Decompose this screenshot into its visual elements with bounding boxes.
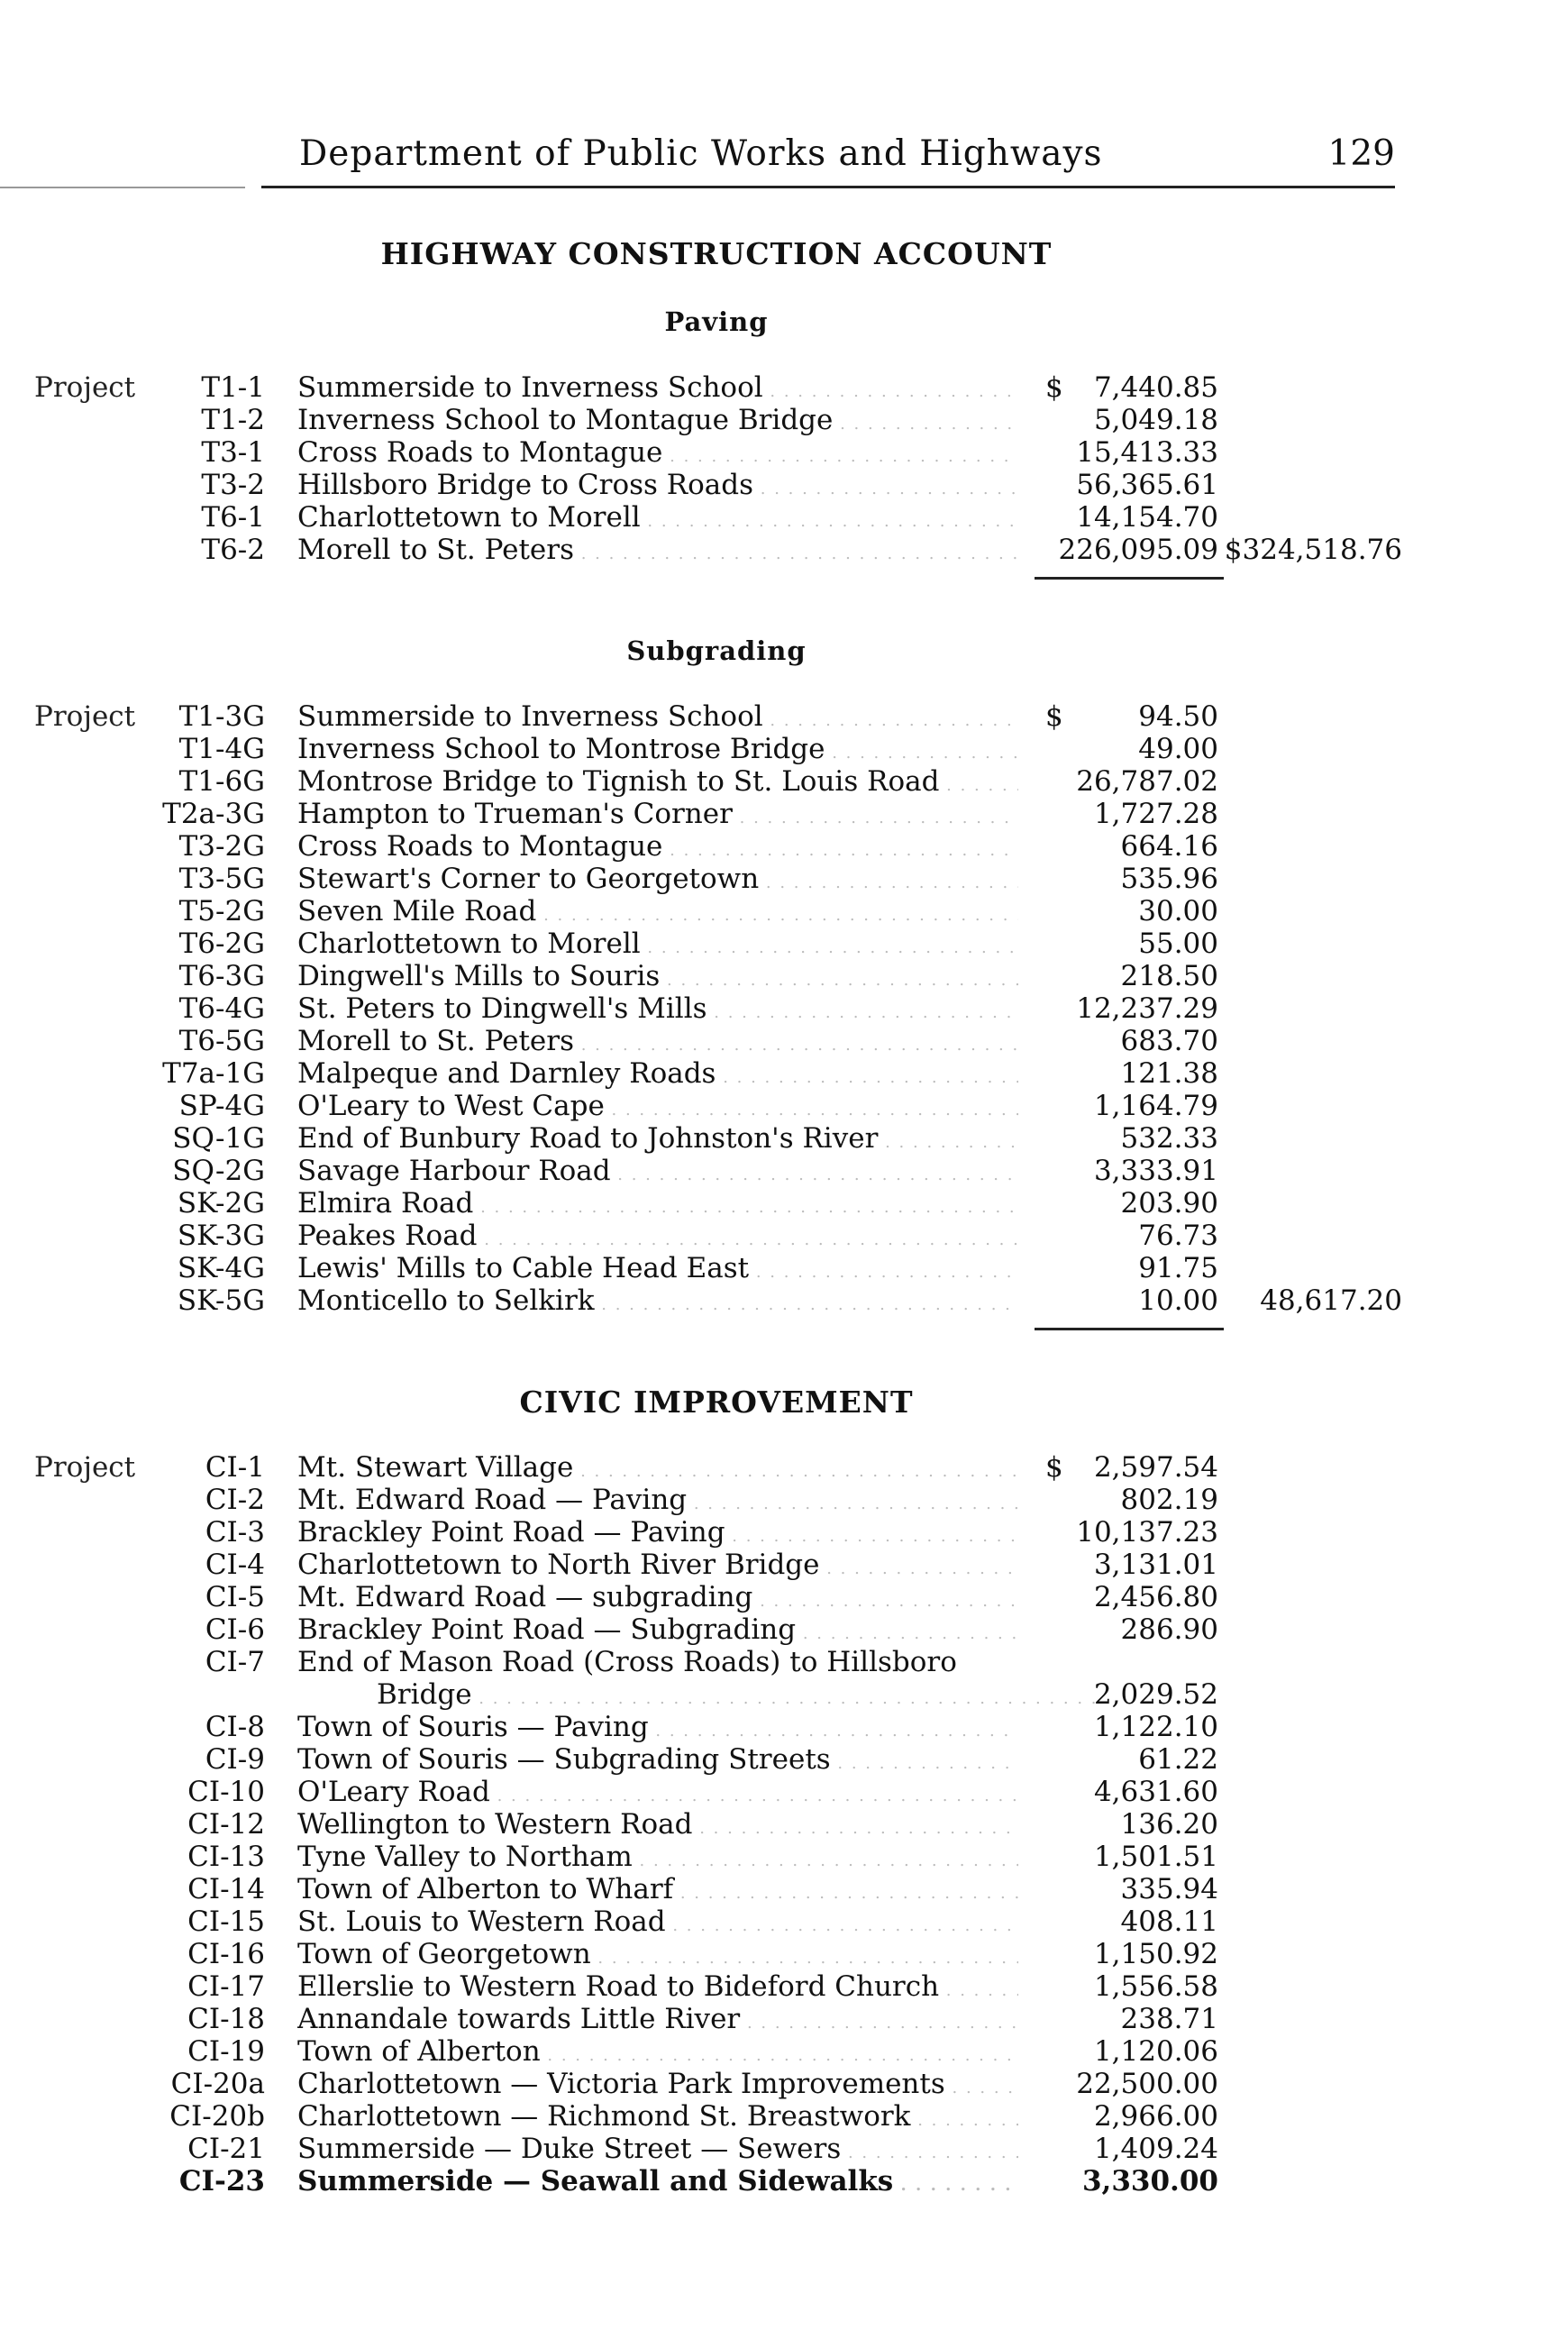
ledger-row [0, 404, 1568, 436]
project-description: Town of Alberton . . . [297, 2035, 1018, 2072]
amount: 532.33 [1120, 1122, 1218, 1155]
amount: 535.96 [1120, 863, 1218, 895]
project-code: T6-1 [201, 501, 265, 534]
amount: 4,631.60 [1093, 1776, 1218, 1808]
running-head-title: Department of Public Works and Highways [299, 133, 1103, 174]
ledger-row [0, 1155, 1568, 1187]
section-heading-paving: Paving [664, 306, 769, 337]
amount: 12,237.29 [1076, 992, 1218, 1025]
ledger-row [0, 2035, 1568, 2068]
project-description: Town of Souris — Paving . . . [297, 1711, 1018, 1748]
amount: 286.90 [1120, 1613, 1218, 1646]
ledger-row [0, 830, 1568, 863]
project-description: Mt. Edward Road — subgrading . . . [297, 1581, 1018, 1618]
amount: 683.70 [1120, 1025, 1218, 1057]
ledger-row [0, 436, 1568, 469]
ledger-row [0, 1776, 1568, 1808]
project-description: Wellington to Western Road . . . [297, 1808, 1018, 1845]
project-code: CI-1 [205, 1451, 265, 1484]
ledger-row [0, 1516, 1568, 1549]
amount: 26,787.02 [1076, 765, 1218, 798]
ledger-row [0, 534, 1568, 566]
amount: 3,330.00 [1081, 2165, 1218, 2198]
ledger-row [0, 1808, 1568, 1841]
ledger-row [0, 1938, 1568, 1970]
project-description: St. Peters to Dingwell's Mills . . . [297, 992, 1018, 1029]
amount: 10,137.23 [1076, 1516, 1218, 1549]
project-description: Lewis' Mills to Cable Head East . . . [297, 1252, 1018, 1289]
ledger-row [0, 2165, 1568, 2198]
subtotal-rule [1035, 1328, 1224, 1330]
amount: 1,150.92 [1093, 1938, 1218, 1970]
amount: 226,095.09 [1058, 534, 1218, 566]
project-code: T7a-1G [162, 1057, 265, 1090]
project-code: SK-3G [177, 1220, 265, 1252]
amount: 76.73 [1138, 1220, 1218, 1252]
ledger-row [0, 1743, 1568, 1776]
project-code: CI-19 [187, 2035, 265, 2068]
ledger-row [0, 2003, 1568, 2035]
currency-sign: $ [1045, 1451, 1063, 1484]
amount: 2,456.80 [1093, 1581, 1218, 1613]
project-description: St. Louis to Western Road . . . [297, 1905, 1018, 1942]
amount: 55.00 [1138, 927, 1218, 960]
project-code: T3-1 [201, 436, 265, 469]
project-description: Charlottetown to Morell . . . [297, 927, 1018, 964]
ledger-row [0, 1613, 1568, 1646]
header-rule-right [261, 186, 1395, 188]
amount: 2,597.54 [1093, 1451, 1218, 1484]
project-code: CI-20a [170, 2068, 265, 2100]
project-code: SK-5G [177, 1284, 265, 1317]
project-description: Charlottetown to Morell . . . [297, 501, 1018, 538]
project-code: CI-10 [187, 1776, 265, 1808]
ledger-row [0, 1252, 1568, 1284]
project-code: T6-2 [201, 534, 265, 566]
amount: 218.50 [1120, 960, 1218, 992]
section-total: $324,518.76 [1224, 534, 1402, 566]
ledger-row-continuation [0, 1678, 1568, 1711]
ledger-row [0, 1284, 1568, 1317]
amount: 10.00 [1138, 1284, 1218, 1317]
project-description: Inverness School to Montrose Bridge . . . [297, 733, 1018, 770]
ledger-row [0, 798, 1568, 830]
project-code: T6-4G [178, 992, 265, 1025]
amount: 3,333.91 [1093, 1155, 1218, 1187]
project-description: End of Bunbury Road to Johnston's River . . . [297, 1122, 1018, 1159]
amount: 1,120.06 [1093, 2035, 1218, 2068]
project-label: Project [34, 700, 136, 733]
running-head [0, 133, 1568, 184]
project-code: CI-2 [205, 1484, 265, 1516]
ledger-row [0, 960, 1568, 992]
project-description: Elmira Road . . . [297, 1187, 1018, 1224]
project-description: Summerside to Inverness School . . . [297, 700, 1018, 737]
project-code: CI-6 [205, 1613, 265, 1646]
project-code: SK-2G [177, 1187, 265, 1220]
project-description: Brackley Point Road — Subgrading . . . [297, 1613, 1018, 1650]
project-description: Town of Souris — Subgrading Streets . . . [297, 1743, 1018, 1780]
ledger-row [0, 371, 1568, 404]
ledger-row [0, 992, 1568, 1025]
project-code: CI-23 [178, 2165, 265, 2198]
amount: 1,727.28 [1093, 798, 1218, 830]
subtotal-rule [1035, 577, 1224, 580]
ledger-row [0, 1581, 1568, 1613]
amount: 3,131.01 [1093, 1549, 1218, 1581]
project-description: Hillsboro Bridge to Cross Roads . . . [297, 469, 1018, 506]
amount: 7,440.85 [1093, 371, 1218, 404]
amount: 56,365.61 [1076, 469, 1218, 501]
project-code: T1-6G [178, 765, 265, 798]
ledger-row [0, 1970, 1568, 2003]
amount: 94.50 [1138, 700, 1218, 733]
project-code: CI-21 [187, 2133, 265, 2165]
project-code: T3-2 [201, 469, 265, 501]
ledger-row [0, 469, 1568, 501]
project-description: Ellerslie to Western Road to Bideford Church . . . [297, 1970, 1018, 2007]
project-code: SQ-1G [172, 1122, 265, 1155]
project-description: Summerside — Seawall and Sidewalks . . . [297, 2165, 1018, 2202]
project-description-continued: Bridge . . . [377, 1678, 1098, 1715]
project-code: CI-7 [205, 1646, 265, 1678]
project-code: T1-1 [201, 371, 265, 404]
amount: 664.16 [1120, 830, 1218, 863]
amount: 22,500.00 [1076, 2068, 1218, 2100]
ledger-row [0, 733, 1568, 765]
ledger-row [0, 1841, 1568, 1873]
ledger-row [0, 927, 1568, 960]
project-description: Seven Mile Road . . . [297, 895, 1018, 932]
ledger-row [0, 1220, 1568, 1252]
amount: 5,049.18 [1093, 404, 1218, 436]
project-description: Mt. Edward Road — Paving . . . [297, 1484, 1018, 1521]
ledger-row [0, 1484, 1568, 1516]
amount: 1,164.79 [1093, 1090, 1218, 1122]
project-code: T5-2G [178, 895, 265, 927]
project-code: SK-4G [177, 1252, 265, 1284]
project-description: O'Leary to West Cape . . . [297, 1090, 1018, 1127]
project-description: Dingwell's Mills to Souris . . . [297, 960, 1018, 997]
currency-sign: $ [1045, 700, 1063, 733]
account-heading: HIGHWAY CONSTRUCTION ACCOUNT [380, 236, 1053, 271]
section-heading-civic-improvement: CIVIC IMPROVEMENT [519, 1384, 914, 1420]
ledger-row [0, 1873, 1568, 1905]
ledger-row [0, 895, 1568, 927]
page-number: 129 [1327, 133, 1395, 174]
project-description: Annandale towards Little River . . . [297, 2003, 1018, 2040]
project-code: T1-3G [178, 700, 265, 733]
project-description: Stewart's Corner to Georgetown . . . [297, 863, 1018, 900]
amount: 1,409.24 [1093, 2133, 1218, 2165]
ledger-row [0, 1711, 1568, 1743]
amount: 2,966.00 [1093, 2100, 1218, 2133]
project-code: CI-16 [187, 1938, 265, 1970]
amount: 203.90 [1120, 1187, 1218, 1220]
amount: 335.94 [1120, 1873, 1218, 1905]
project-code: T1-2 [201, 404, 265, 436]
amount: 1,122.10 [1093, 1711, 1218, 1743]
project-description: Monticello to Selkirk . . . [297, 1284, 1018, 1321]
project-code: SQ-2G [172, 1155, 265, 1187]
project-code: T2a-3G [162, 798, 265, 830]
ledger-row [0, 2100, 1568, 2133]
amount: 2,029.52 [1093, 1678, 1218, 1711]
amount: 121.38 [1120, 1057, 1218, 1090]
project-code: T1-4G [178, 733, 265, 765]
project-description: Cross Roads to Montague . . . [297, 830, 1018, 867]
ledger-row [0, 1025, 1568, 1057]
project-description: Malpeque and Darnley Roads . . . [297, 1057, 1018, 1094]
project-description: Inverness School to Montague Bridge . . . [297, 404, 1018, 441]
currency-sign: $ [1045, 371, 1063, 404]
ledger-row [0, 700, 1568, 733]
project-code: T3-5G [178, 863, 265, 895]
section-heading-subgrading: Subgrading [626, 635, 807, 666]
project-description: End of Mason Road (Cross Roads) to Hillsboro [297, 1646, 957, 1678]
project-description: Morell to St. Peters . . . [297, 1025, 1018, 1062]
project-code: CI-20b [169, 2100, 265, 2133]
project-description: Summerside to Inverness School . . . [297, 371, 1018, 408]
project-code: T3-2G [178, 830, 265, 863]
amount: 238.71 [1120, 2003, 1218, 2035]
ledger-row [0, 2068, 1568, 2100]
amount: 408.11 [1120, 1905, 1218, 1938]
ledger-row [0, 1090, 1568, 1122]
project-description: Tyne Valley to Northam . . . [297, 1841, 1018, 1878]
project-code: CI-15 [187, 1905, 265, 1938]
project-code: CI-13 [187, 1841, 265, 1873]
ledger-row [0, 1451, 1568, 1484]
project-description: Cross Roads to Montague . . . [297, 436, 1018, 473]
ledger-row [0, 1187, 1568, 1220]
amount: 802.19 [1120, 1484, 1218, 1516]
amount: 136.20 [1120, 1808, 1218, 1841]
project-code: T6-5G [178, 1025, 265, 1057]
ledger-row [0, 863, 1568, 895]
project-description: O'Leary Road . . . [297, 1776, 1018, 1813]
project-description: Charlottetown — Victoria Park Improvements . . . [297, 2068, 1018, 2105]
amount: 15,413.33 [1076, 436, 1218, 469]
project-description: Mt. Stewart Village . . . [297, 1451, 1018, 1488]
project-code: CI-18 [187, 2003, 265, 2035]
project-description: Summerside — Duke Street — Sewers . . . [297, 2133, 1018, 2170]
amount: 14,154.70 [1076, 501, 1218, 534]
amount: 91.75 [1138, 1252, 1218, 1284]
ledger-row [0, 2133, 1568, 2165]
ledger-row [0, 1057, 1568, 1090]
project-code: SP-4G [178, 1090, 265, 1122]
amount: 30.00 [1138, 895, 1218, 927]
amount: 1,501.51 [1093, 1841, 1218, 1873]
project-code: CI-8 [205, 1711, 265, 1743]
project-label: Project [34, 1451, 136, 1484]
ledger-row [0, 1905, 1568, 1938]
project-code: CI-17 [187, 1970, 265, 2003]
project-description: Peakes Road . . . [297, 1220, 1018, 1256]
amount: 49.00 [1138, 733, 1218, 765]
project-description: Charlottetown — Richmond St. Breastwork . . . [297, 2100, 1018, 2137]
project-description: Charlottetown to North River Bridge . . . [297, 1549, 1018, 1585]
ledger-row [0, 1646, 1568, 1678]
project-description: Morell to St. Peters . . . [297, 534, 1018, 571]
project-description: Montrose Bridge to Tignish to St. Louis Road . . . [297, 765, 1018, 802]
project-description: Town of Alberton to Wharf . . . [297, 1873, 1018, 1910]
project-code: CI-14 [187, 1873, 265, 1905]
amount: 1,556.58 [1093, 1970, 1218, 2003]
project-description: Hampton to Trueman's Corner . . . [297, 798, 1018, 835]
project-code: CI-5 [205, 1581, 265, 1613]
header-rule-left [0, 187, 245, 188]
project-description: Brackley Point Road — Paving . . . [297, 1516, 1018, 1553]
section-total: 48,617.20 [1260, 1284, 1402, 1317]
project-code: CI-3 [205, 1516, 265, 1549]
project-code: T6-2G [178, 927, 265, 960]
ledger-row [0, 765, 1568, 798]
ledger-row [0, 1122, 1568, 1155]
ledger-row [0, 1549, 1568, 1581]
amount: 61.22 [1138, 1743, 1218, 1776]
project-description: Town of Georgetown . . . [297, 1938, 1018, 1975]
project-code: CI-12 [187, 1808, 265, 1841]
project-code: T6-3G [178, 960, 265, 992]
project-code: CI-9 [205, 1743, 265, 1776]
project-description: Savage Harbour Road . . . [297, 1155, 1018, 1192]
ledger-row [0, 501, 1568, 534]
project-code: CI-4 [205, 1549, 265, 1581]
project-label: Project [34, 371, 136, 404]
